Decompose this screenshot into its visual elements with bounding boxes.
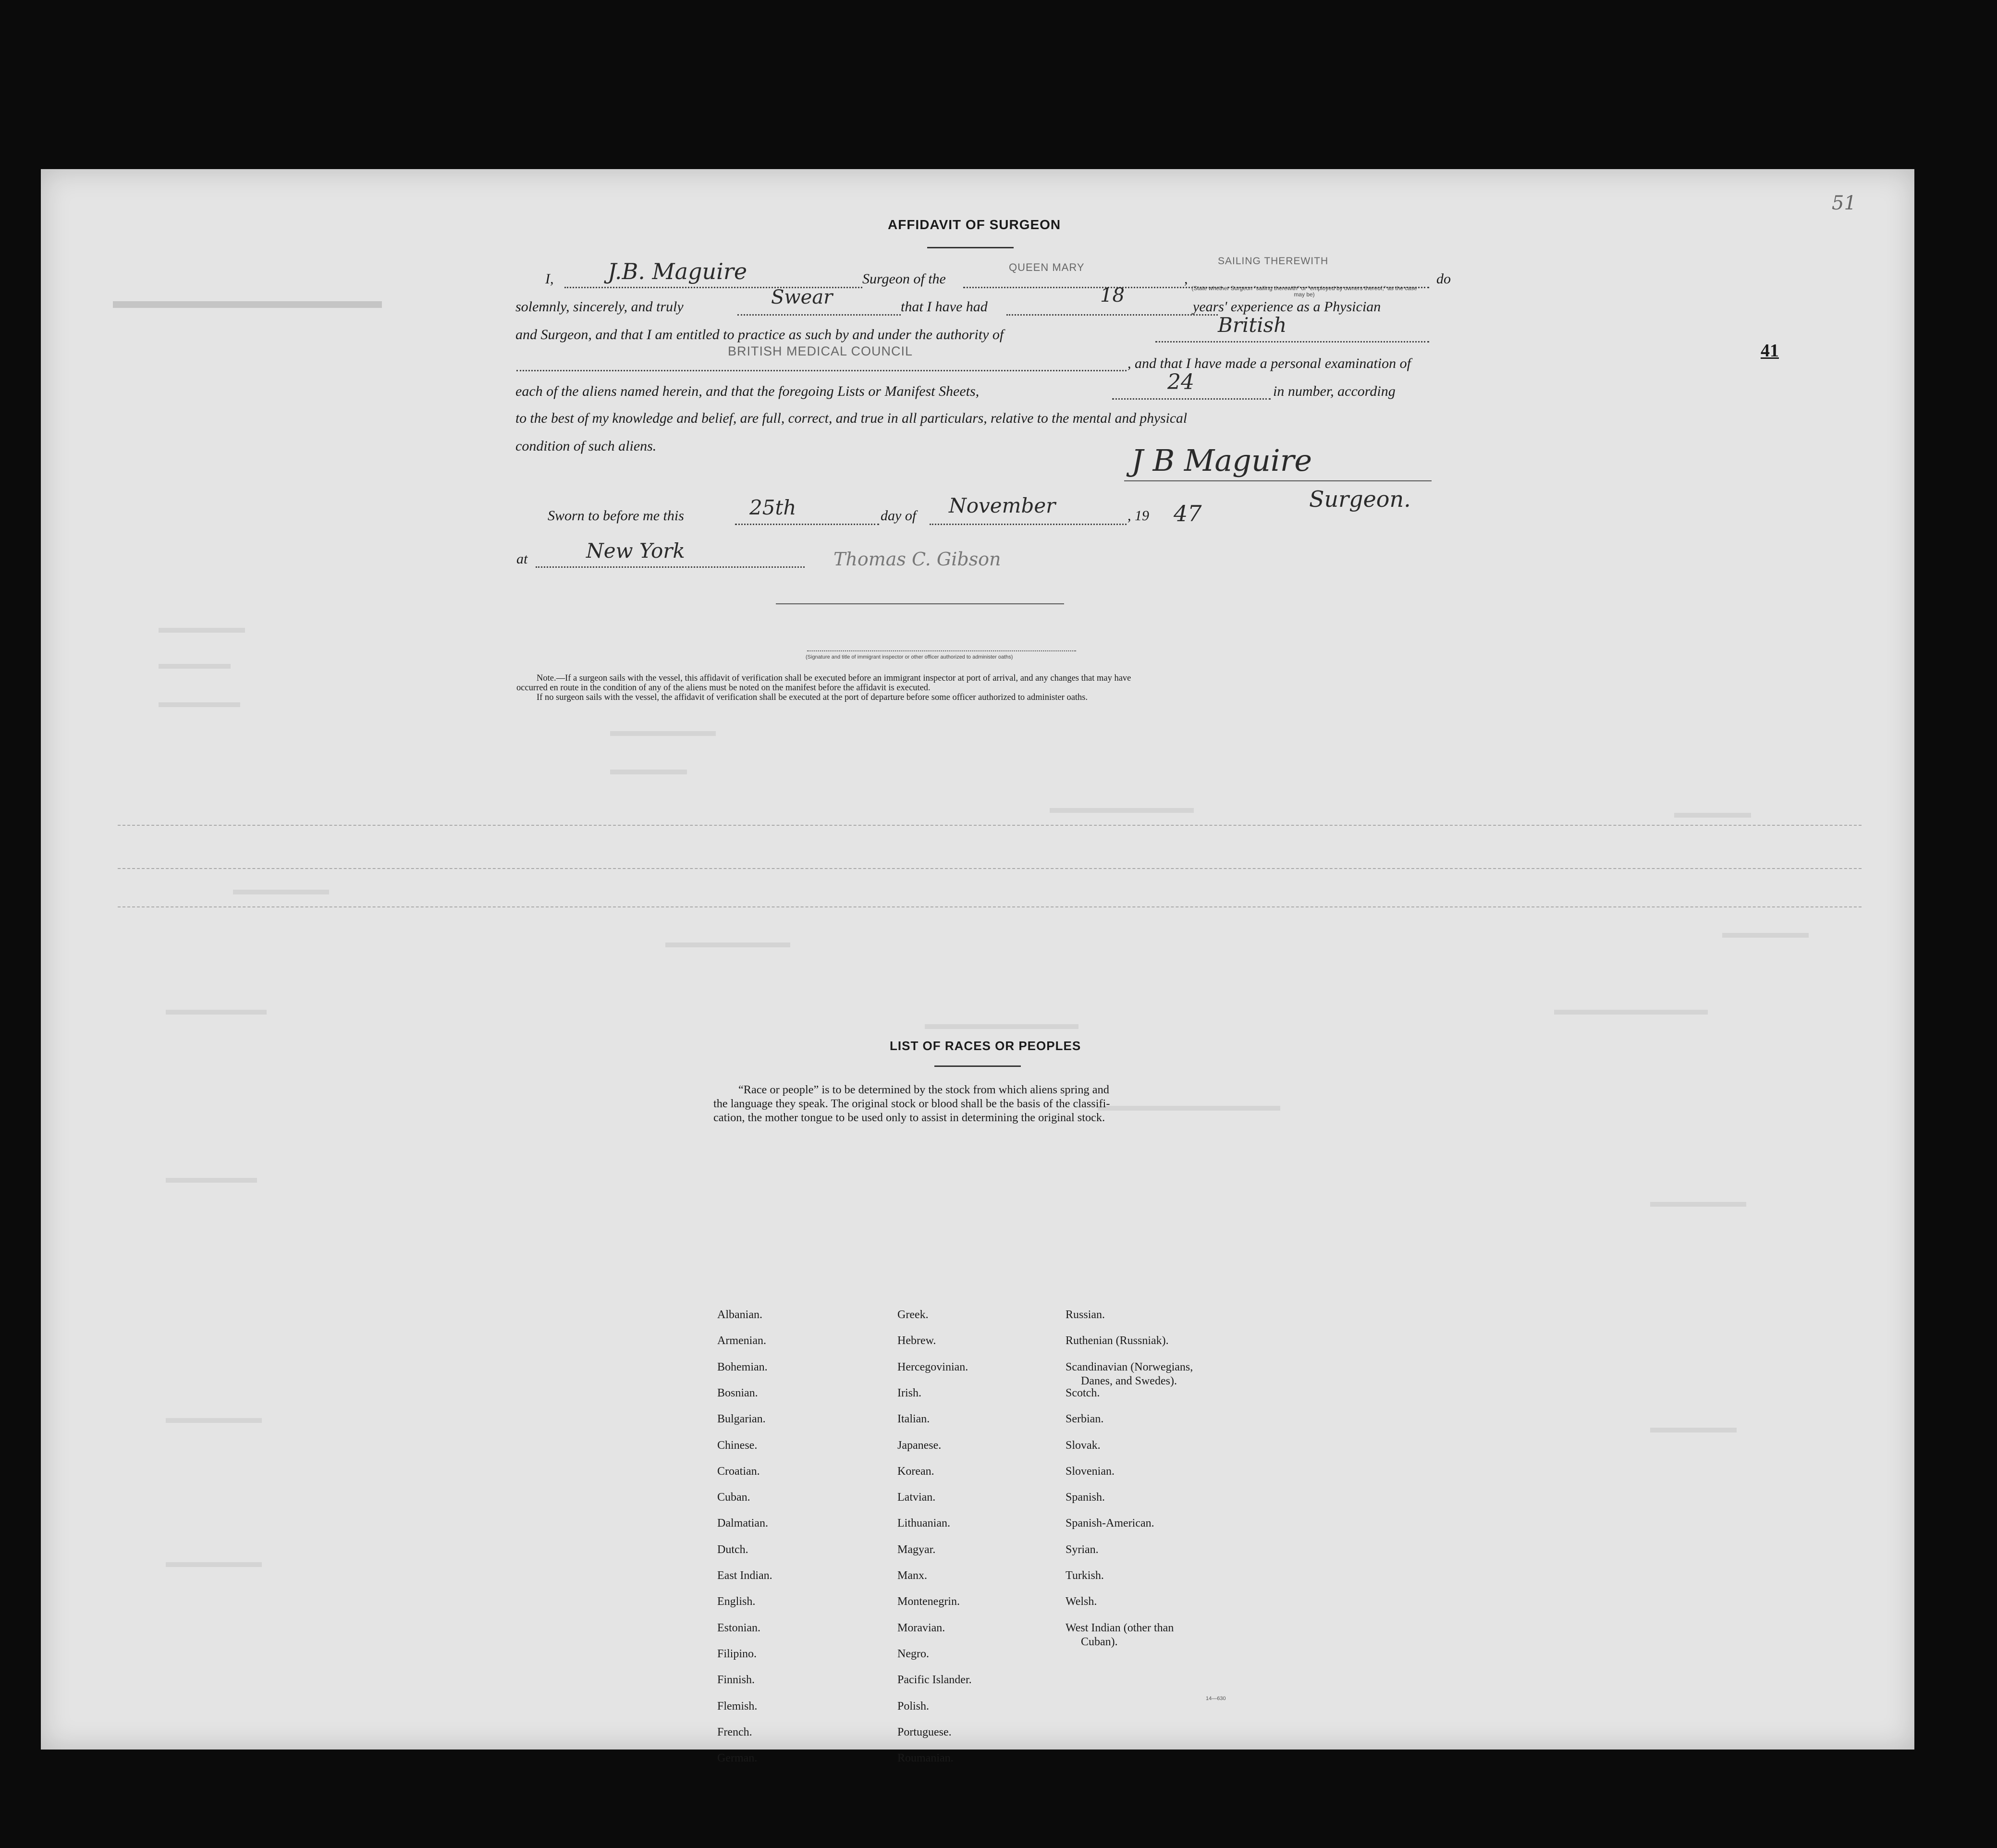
affidavit-title: AFFIDAVIT OF SURGEON	[888, 217, 1061, 232]
race-entry: Hercegovinian.	[897, 1360, 968, 1373]
race-entry: Bosnian.	[717, 1386, 758, 1399]
race-entry: Moravian.	[897, 1621, 945, 1634]
race-entry: Bohemian.	[717, 1360, 768, 1373]
race-entry: Latvian.	[897, 1491, 936, 1504]
council-stamp: BRITISH MEDICAL COUNCIL	[728, 344, 913, 358]
race-entry: Bulgarian.	[717, 1413, 766, 1426]
race-entry: Irish.	[897, 1386, 921, 1399]
race-entry: Armenian.	[717, 1334, 766, 1347]
race-entry: Cuban).	[1081, 1635, 1118, 1648]
sailing-note: (State whether Surgeon "sailing therewith" or "employed by owners thereof," as the case may be)	[1191, 285, 1417, 298]
line4: , and that I have made a personal examination of	[1127, 355, 1411, 371]
race-entry: Roumanian.	[897, 1752, 954, 1765]
race-entry: Japanese.	[897, 1439, 942, 1452]
race-entry: Scandinavian (Norwegians,	[1066, 1360, 1193, 1373]
intro-line: “Race or people” is to be determined by the stock from which aliens spring and	[738, 1083, 1109, 1096]
officer-signature: Thomas C. Gibson	[833, 549, 1001, 570]
races-title-rule	[934, 1065, 1021, 1067]
race-entry: Estonian.	[717, 1621, 760, 1634]
line1-mid: Surgeon of the	[862, 271, 946, 287]
surgeon-name: J.B. Maguire	[608, 258, 747, 284]
line6: to the best of my knowledge and belief, are full, correct, and true in all particulars, relative to the mental and physical	[515, 411, 1188, 426]
race-entry: Portuguese.	[897, 1726, 952, 1738]
sworn-year: 47	[1174, 501, 1202, 526]
sworn-month: November	[949, 494, 1056, 517]
sworn-year-prefix: , 19	[1127, 508, 1149, 524]
race-entry: German.	[717, 1752, 758, 1765]
document-page	[41, 169, 1914, 1765]
race-entry: Spanish.	[1066, 1491, 1105, 1504]
race-entry: West Indian (other than	[1066, 1621, 1174, 1634]
surgeon-signature: J B Maguire	[1131, 443, 1312, 478]
sworn-prefix: Sworn to before me this	[548, 508, 684, 524]
years-experience: 18	[1100, 284, 1125, 306]
race-entry: Hebrew.	[897, 1334, 936, 1347]
sworn-place: New York	[586, 539, 685, 563]
race-entry: Dalmatian.	[717, 1517, 768, 1530]
race-entry: Filipino.	[717, 1647, 757, 1660]
affidavit-note	[516, 673, 1131, 702]
note-line: occurred en route in the condition of any of the aliens must be noted on the manifest before the affidavit is executed.	[516, 683, 931, 693]
race-entry: Pacific Islander.	[897, 1674, 972, 1687]
race-entry: Slovak.	[1066, 1439, 1101, 1452]
line5-prefix: each of the aliens named herein, and that the foregoing Lists or Manifest Sheets,	[515, 383, 980, 399]
line5-suffix: in number, according	[1273, 383, 1396, 399]
race-entry: Ruthenian (Russniak).	[1066, 1334, 1169, 1347]
race-entry: Manx.	[897, 1569, 927, 1582]
line1-suffix: do	[1436, 271, 1451, 287]
race-entry: French.	[717, 1726, 752, 1738]
race-entry: Turkish.	[1066, 1569, 1104, 1582]
race-entry: Cuban.	[717, 1491, 750, 1504]
oath-word: Swear	[771, 286, 833, 308]
race-entry: Lithuanian.	[897, 1517, 950, 1530]
intro-line: cation, the mother tongue to be used only to assist in determining the original stock.	[713, 1111, 1105, 1124]
line2-prefix: solemnly, sincerely, and truly	[515, 299, 684, 315]
line3: and Surgeon, and that I am entitled to practice as such by and under the authority of	[515, 327, 1004, 343]
race-entry: English.	[717, 1595, 756, 1608]
race-entry: Montenegrin.	[897, 1595, 960, 1608]
race-entry: Polish.	[897, 1700, 930, 1713]
race-entry: Syrian.	[1066, 1543, 1099, 1556]
line7: condition of such aliens.	[515, 438, 657, 454]
race-entry: Scotch.	[1066, 1386, 1100, 1399]
race-entry: Danes, and Swedes).	[1081, 1374, 1177, 1387]
race-entry: Korean.	[897, 1465, 934, 1478]
vessel-name: QUEEN MARY	[1009, 261, 1085, 273]
at-label: at	[516, 551, 528, 567]
sheet-number: 41	[1761, 341, 1779, 361]
line1-prefix: I,	[545, 271, 554, 287]
race-entry: Greek.	[897, 1309, 929, 1321]
race-entry: Italian.	[897, 1413, 930, 1426]
surgeon-label: Surgeon.	[1309, 486, 1411, 512]
note-line: Note.—If a surgeon sails with the vessel, this affidavit of verification shall be executed before an immigrant inspector at port of arrival, and any changes that may have	[537, 673, 1131, 683]
race-entry: Serbian.	[1066, 1413, 1104, 1426]
race-entry: Flemish.	[717, 1700, 758, 1713]
authority: British	[1218, 313, 1287, 337]
race-entry: Negro.	[897, 1647, 929, 1660]
sailing-status: SAILING THEREWITH	[1218, 256, 1329, 267]
races-intro	[713, 1083, 1110, 1125]
note-line: If no surgeon sails with the vessel, the affidavit of verification shall be executed at the port of departure before some officer authorized to administer oaths.	[537, 693, 1088, 702]
race-entry: Albanian.	[717, 1309, 762, 1321]
form-number: 14—630	[1206, 1696, 1226, 1701]
race-entry: Dutch.	[717, 1543, 748, 1556]
race-entry: Magyar.	[897, 1543, 936, 1556]
comma: ,	[1184, 271, 1188, 287]
line2-suffix: years' experience as a Physician	[1193, 299, 1381, 315]
race-entry: East Indian.	[717, 1569, 772, 1582]
race-entry: Spanish-American.	[1066, 1517, 1154, 1530]
race-entry: Chinese.	[717, 1439, 758, 1452]
sworn-mid: day of	[881, 508, 917, 524]
sheet-count: 24	[1167, 370, 1194, 394]
race-entry: Croatian.	[717, 1465, 760, 1478]
race-entry: Russian.	[1066, 1309, 1105, 1321]
page-number: 51	[1832, 192, 1856, 214]
intro-line: the language they speak. The original stock or blood shall be the basis of the classifi-	[713, 1097, 1110, 1110]
race-entry: Finnish.	[717, 1674, 755, 1687]
race-entry: Welsh.	[1066, 1595, 1097, 1608]
title-rule	[927, 247, 1014, 248]
races-title: LIST OF RACES OR PEOPLES	[890, 1039, 1081, 1053]
officer-caption: (Signature and title of immigrant inspector or other officer authorized to administer oaths)	[806, 654, 1013, 660]
line2-mid: that I have had	[901, 299, 988, 315]
race-entry: Slovenian.	[1066, 1465, 1115, 1478]
sworn-day: 25th	[749, 496, 796, 519]
